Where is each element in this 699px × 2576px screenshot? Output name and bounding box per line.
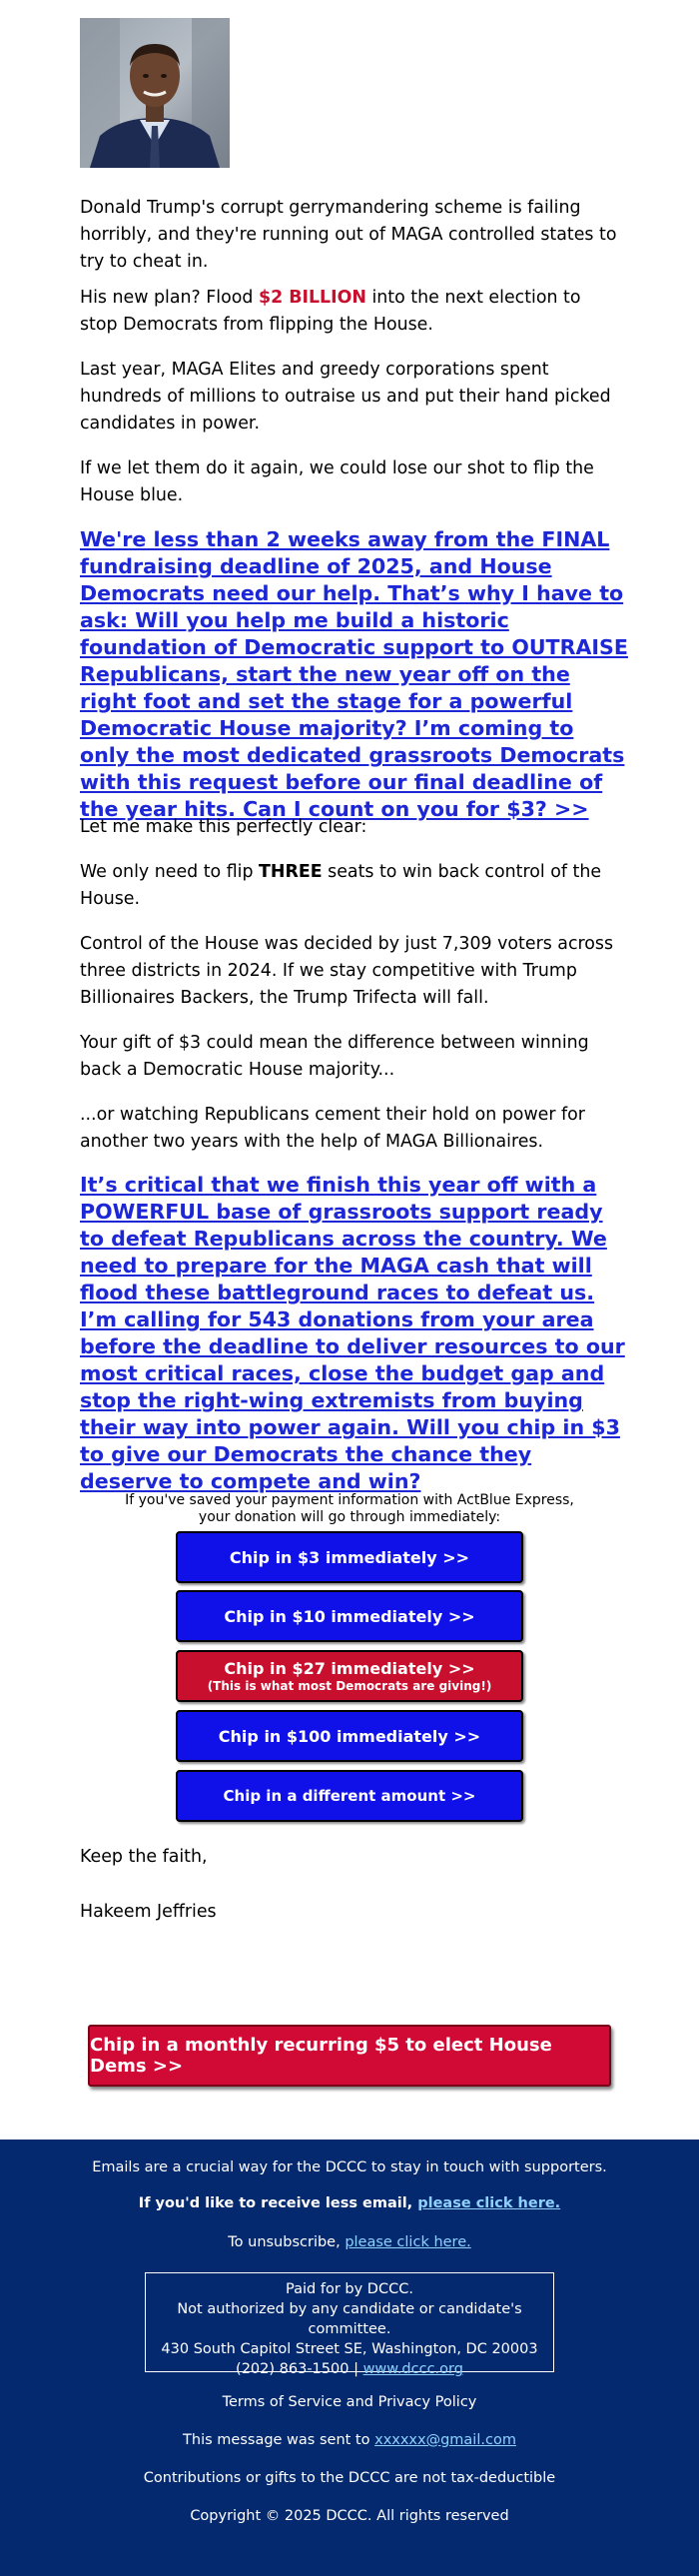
chip-in-100-label: Chip in $100 immediately >> xyxy=(218,1726,481,1746)
unsubscribe-link[interactable]: please click here. xyxy=(345,2234,471,2250)
chip-in-10-button[interactable] xyxy=(176,1590,523,1642)
paragraph-2-text-end: into the next election to stop Democrats from flipping the House. xyxy=(80,288,581,335)
terms-privacy-link[interactable]: Terms of Service and Privacy Policy xyxy=(222,2394,477,2410)
chip-in-27-button[interactable] xyxy=(176,1650,523,1702)
three-seats-text-start: We only need to flip xyxy=(80,862,260,882)
address-text: 430 South Capitol Street SE, Washington, DC 20003 xyxy=(161,2341,538,2357)
chip-in-3-label: Chip in $3 immediately >> xyxy=(229,1547,470,1567)
not-authorized-text: Not authorized by any candidate or candidate's committee. xyxy=(177,2301,522,2337)
monthly-recurring-button[interactable]: Chip in a monthly recurring $5 to elect House Dems >> xyxy=(88,2025,611,2087)
signoff-closing: Keep the faith, xyxy=(80,1847,208,1867)
portrait-image xyxy=(80,18,230,168)
two-billion-highlight: $2 BILLION xyxy=(258,288,366,308)
paragraph-control-of-house: Control of the House was decided by just 7,309 voters across three districts in 2024. If we stay competitive with Trump Billionaires Backers, the Trump Trifecta will fall. xyxy=(80,934,614,1008)
appeal-link-1[interactable]: We're less than 2 weeks away from the FINAL fundraising deadline of 2025, and House Democrats need our help. That’s why I have to ask: Will you help me build a historic foundation of Democratic support to OUTRAISE Republicans, start the new year off on the right foot and set the stage for a powerful Democratic House majority? I’m coming to only the most dedicated grassroots Democrats with this request before our final deadline of the year hits. Can I count on you for $3? >> xyxy=(80,527,628,821)
paragraph-2-text-start: His new plan? Flood xyxy=(80,288,259,308)
three-bold: THREE xyxy=(259,862,323,882)
hakeem-jeffries-photo xyxy=(80,18,230,168)
paragraph-or-watching: ...or watching Republicans cement their hold on power for another two years with the help of MAGA Billionaires. xyxy=(80,1105,585,1152)
paragraph-gift: Your gift of $3 could mean the difference between winning back a Democratic House majority... xyxy=(80,1033,589,1080)
three-seats-text-end: seats to win back control of the House. xyxy=(80,862,602,909)
intro-paragraph-1: Donald Trump's corrupt gerrymandering scheme is failing horribly, and they're running out of MAGA controlled states to try to cheat in. xyxy=(80,198,617,272)
phone-text: (202) 863-1500 xyxy=(236,2361,350,2377)
footer-unsubscribe xyxy=(0,2234,699,2250)
footer-less-email xyxy=(0,2195,699,2211)
paid-for-box xyxy=(145,2272,554,2377)
actblue-express-note: If you've saved your payment information with ActBlue Express, your donation will go through immediately: xyxy=(125,1492,574,1525)
footer-sent-to xyxy=(0,2432,699,2448)
intro-paragraph-4: If we let them do it again, we could lose our shot to flip the House blue. xyxy=(80,458,594,505)
footer-copyright: Copyright © 2025 DCCC. All rights reserved xyxy=(190,2508,509,2524)
unsubscribe-text: To unsubscribe, xyxy=(228,2234,346,2250)
chip-in-10-label: Chip in $10 immediately >> xyxy=(224,1606,475,1626)
intro-paragraph-3: Last year, MAGA Elites and greedy corporations spent hundreds of millions to outraise us and put their hand picked candidates in power. xyxy=(80,360,611,433)
footer xyxy=(0,2140,699,2576)
chip-in-100-button[interactable] xyxy=(176,1710,523,1762)
less-email-link[interactable]: please click here. xyxy=(417,2195,561,2211)
chip-in-different-amount-button[interactable] xyxy=(176,1770,523,1822)
paid-for-text: Paid for by DCCC. xyxy=(286,2281,413,2297)
paragraph-perfectly-clear: Let me make this perfectly clear: xyxy=(80,817,367,837)
signoff-name: Hakeem Jeffries xyxy=(80,1902,217,1922)
footer-tax-text: Contributions or gifts to the DCCC are not tax-deductible xyxy=(143,2470,556,2486)
chip-in-3-button[interactable] xyxy=(176,1531,523,1583)
chip-in-27-sublabel: (This is what most Democrats are giving!) xyxy=(207,1679,492,1693)
phone-website-line xyxy=(146,2359,553,2379)
sent-to-text: This message was sent to xyxy=(183,2432,375,2448)
less-email-text: If you'd like to receive less email, xyxy=(138,2195,418,2211)
website-link[interactable]: www.dccc.org xyxy=(362,2361,463,2377)
paragraph-three-seats xyxy=(80,859,619,913)
footer-crucial-text: Emails are a crucial way for the DCCC to stay in touch with supporters. xyxy=(92,2159,607,2175)
chip-in-different-amount-label: Chip in a different amount >> xyxy=(223,1786,476,1805)
separator: | xyxy=(349,2361,363,2377)
intro-paragraph-2 xyxy=(80,285,619,339)
appeal-link-2[interactable]: It’s critical that we finish this year off with a POWERFUL base of grassroots support ready to defeat Republicans across the country. We need to prepare for the MAGA cash that will flood these battleground races to defeat us. I’m calling for 543 donations from your area before the deadline to deliver resources to our most critical races, close the budget gap and stop the right-wing extremists from buying their way into power again. Will you chip in $3 to give our Democrats the chance they deserve to compete and win? xyxy=(80,1173,625,1493)
recipient-email-link[interactable]: xxxxxx@gmail.com xyxy=(374,2432,516,2448)
chip-in-27-label: Chip in $27 immediately >> xyxy=(224,1659,475,1678)
